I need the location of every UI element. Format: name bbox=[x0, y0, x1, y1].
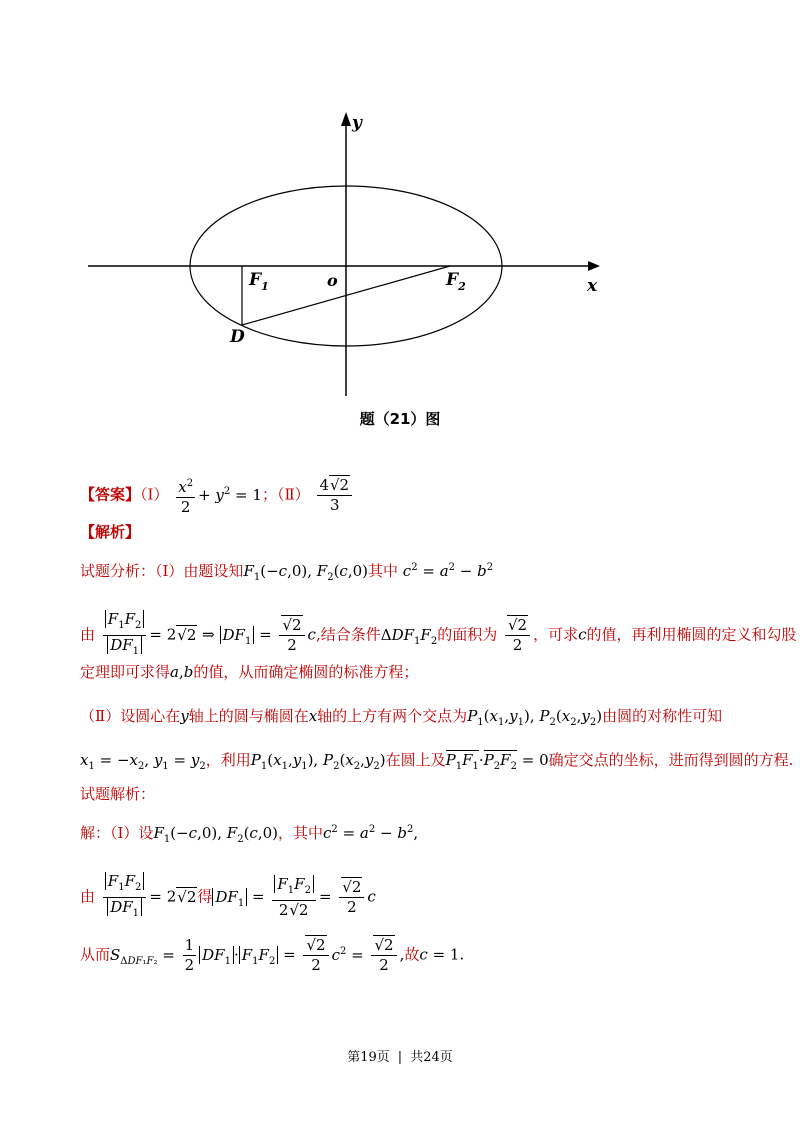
analysis-line-1: 试题分析：（Ⅰ）由题设知$F_1(-c,0)$, $F_2(c,0)$其中 $c^2 = a^2 - b^2$ bbox=[80, 562, 494, 583]
analysis-line-3: 定理即可求得a,b的值，从而确定椭圆的标准方程； bbox=[80, 663, 419, 681]
text-l3b: 的值，从而确定椭圆的标准方程； bbox=[193, 663, 419, 681]
y-axis-label: y bbox=[352, 113, 362, 133]
answer-part2: （Ⅱ） bbox=[276, 485, 310, 504]
text-l5a: ，利用 bbox=[205, 751, 251, 769]
text-l8a: 由 bbox=[80, 887, 96, 906]
text-l2a: 由 bbox=[80, 625, 96, 644]
ellipse-figure bbox=[0, 0, 800, 440]
x-axis-arrow bbox=[588, 261, 600, 271]
text-l9b: 故 bbox=[404, 945, 420, 964]
solution-label: 试题解析： bbox=[80, 785, 156, 803]
text-l4a: （Ⅱ）设圆心在 bbox=[80, 707, 181, 725]
text-l4d: 由圆的对称性可知 bbox=[602, 707, 723, 725]
text-l1a: 试题分析：（Ⅰ）由题设知 bbox=[80, 562, 244, 580]
text-l9a: 从而 bbox=[80, 945, 111, 964]
analysis-line-5: $x_1 = -x_2$, $y_1 = y_2$，利用$P_1(x_1,y_1)$, $P_2(x_2,y_2)$在圆上及$P_1F_1\cdot P_2F_2 = 0$确定交点的坐标，进而得到圆的方程. bbox=[80, 751, 794, 772]
analysis-label: 【解析】 bbox=[80, 523, 141, 541]
text-l5b: 在圆上及 bbox=[385, 751, 446, 769]
origin-label: o bbox=[327, 271, 338, 290]
page-total: 共24页 bbox=[410, 1050, 453, 1065]
solution-line-1: 解：（Ⅰ）设$F_1(-c,0)$, $F_2(c,0)$，其中$c^2 = a^2 - b^2$, bbox=[80, 824, 419, 845]
x-axis-label: x bbox=[587, 276, 598, 296]
F2-label: $F_2$ bbox=[446, 270, 466, 293]
text-l2b: ,结合条件 bbox=[315, 625, 381, 644]
answer-line: 【答案】（Ⅰ） $\frac{x^2}{2}$ + $y^2 = 1$；（Ⅱ） $\frac{4√2}{3}$ bbox=[80, 474, 355, 517]
answer-frac-4sqrt2-3: $\frac{4√2}{3}$ bbox=[317, 476, 352, 515]
figure-caption: 题（21）图 bbox=[359, 410, 441, 428]
analysis-line-4: （Ⅱ）设圆心在y轴上的圆与椭圆在x轴的上方有两个交点为$P_1(x_1,y_1)$, $P_2(x_2,y_2)$由圆的对称性可知 bbox=[80, 707, 723, 728]
answer-part1: （Ⅰ） bbox=[140, 485, 169, 504]
page-footer bbox=[0, 1046, 800, 1065]
text-l2e: 的值，再利用椭圆的定义和勾股 bbox=[586, 625, 797, 644]
F1-label: $F_1$ bbox=[249, 270, 269, 293]
solution-line-2: 由 $\frac{F_1F_2}{DF_1}$ = 2√2得 $DF_1$ = $\frac{F_1F_2}{2√2}$ = $\frac{√2}{2}$ c bbox=[80, 872, 376, 919]
text-l2d: ，可求 bbox=[533, 625, 579, 644]
D-label: D bbox=[230, 327, 245, 347]
text-l8b: 得 bbox=[197, 887, 213, 906]
text-l3a: 定理即可求得 bbox=[80, 663, 171, 681]
text-l7b: ，其中 bbox=[278, 824, 324, 842]
text-l1b: 其中 bbox=[368, 562, 399, 580]
solution-line-3: 从而$S_{\Delta DF_1F_2}$ = $\frac{1}{2}$ $DF_1 \cdot F_1F_2$ = $\frac{√2}{2}$ $c^2$ = $\frac{√2}{2}$ ,故c = 1. bbox=[80, 936, 465, 974]
text-l2c: 的面积为 bbox=[437, 625, 498, 644]
text-l4c: 轴的上方有两个交点为 bbox=[317, 707, 468, 725]
text-l4b: 轴上的圆与椭圆在 bbox=[188, 707, 309, 725]
answer-frac-x2-2: $\frac{x^2}{2}$ bbox=[176, 474, 195, 517]
text-l5c: 确定交点的坐标，进而得到圆的方程. bbox=[548, 751, 794, 769]
answer-label: 【答案】 bbox=[80, 485, 141, 504]
page-number: 第19页 bbox=[347, 1050, 390, 1065]
answer-sep: ； bbox=[261, 485, 277, 504]
analysis-line-2: 由 $\frac{F_1F_2}{DF_1}$ = 2√2 ⇒ $DF_1$ = $\frac{√2}{2}$ c,结合条件$\Delta DF_1F_2$的面积为 $\frac{√2}{2}$ ，可求c的值，再利用椭圆的定义和勾股 bbox=[80, 610, 797, 657]
page-separator: | bbox=[397, 1050, 403, 1065]
y-axis-arrow bbox=[341, 112, 351, 126]
text-l7a: 解：（Ⅰ）设 bbox=[80, 824, 154, 842]
